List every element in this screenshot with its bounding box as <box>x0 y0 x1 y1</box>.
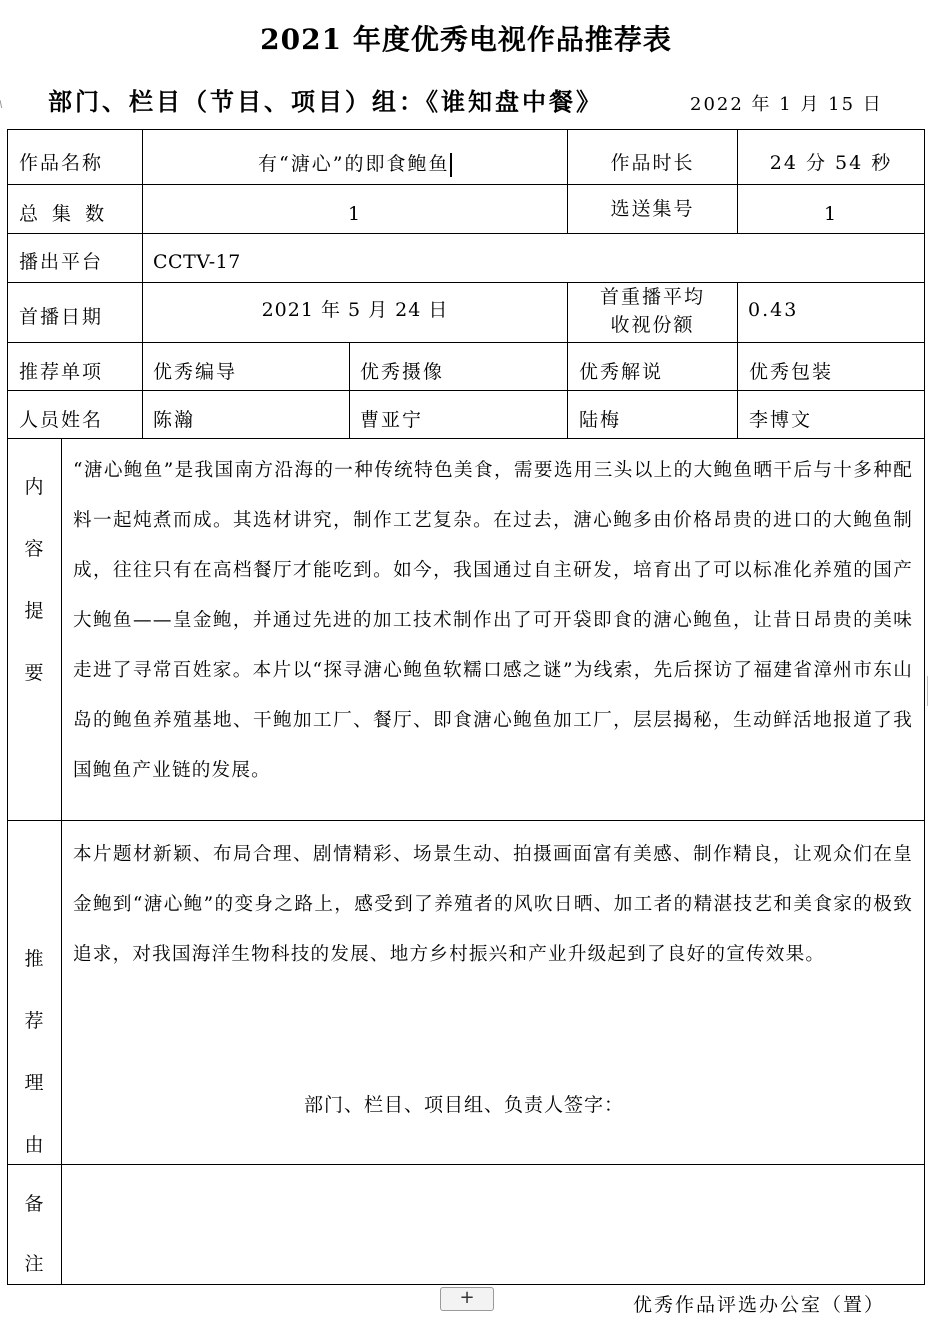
person-name: 曹亚宁 <box>360 409 424 431</box>
selected-episode-value: 1 <box>823 203 839 225</box>
award-item: 优秀编导 <box>153 361 238 383</box>
reason-label-char: 荐 <box>24 1010 44 1032</box>
reason-label-char: 推 <box>24 948 44 970</box>
award-item: 优秀包装 <box>749 361 834 383</box>
award-item: 优秀解说 <box>579 361 664 383</box>
text-cursor <box>450 153 452 177</box>
selected-episode-label: 选送集号 <box>610 198 695 220</box>
rating-share-value: 0.43 <box>748 299 799 321</box>
work-name-label: 作品名称 <box>19 152 104 174</box>
platform-value: CCTV-17 <box>153 251 241 273</box>
remarks-label <box>14 1189 54 1309</box>
person-name: 李博文 <box>749 409 813 431</box>
remarks-field[interactable] <box>63 1166 923 1282</box>
remarks-label-char: 备 <box>24 1193 44 1215</box>
summary-label-char: 容 <box>24 538 44 560</box>
form-date: 2022 年 1 月 15 日 <box>690 94 883 115</box>
summary-label-char: 提 <box>24 600 44 622</box>
duration-label: 作品时长 <box>610 152 695 174</box>
remarks-label-char: 注 <box>24 1253 44 1275</box>
signature-line: 部门、栏目、项目组、负责人签字： <box>304 1094 625 1116</box>
reason-label <box>14 944 54 1192</box>
department-line: 部门、栏目（节目、项目）组：《谁知盘中餐》 <box>48 87 603 116</box>
corner-mark-icon <box>0 100 8 108</box>
add-button[interactable]: + <box>440 1287 494 1311</box>
reason-text: 本片题材新颖、布局合理、剧情精彩、场景生动、拍摄画面富有美感、制作精良，让观众们在皇金鲍到“溏心鲍”的变身之路上，感受到了养殖者的风吹日晒、加工者的精湛技艺和美食家的极致追求，对我国海洋生物科技的发展、地方乡村振兴和产业升级起到了良好的宣传效果。 <box>73 844 913 965</box>
episodes-label: 总 集 数 <box>19 203 109 225</box>
reason-label-char: 理 <box>24 1072 44 1094</box>
awards-label: 推荐单项 <box>19 361 104 383</box>
summary-label-char: 内 <box>24 476 44 498</box>
platform-label: 播出平台 <box>19 251 104 273</box>
rating-share-label-line2: 收视份额 <box>610 314 695 336</box>
premiere-label: 首播日期 <box>19 306 104 328</box>
summary-label-char: 要 <box>24 662 44 684</box>
scrollbar[interactable] <box>927 676 932 706</box>
recommendation-table <box>7 129 925 1284</box>
work-name-field[interactable] <box>143 153 567 177</box>
duration-value: 24 分 54 秒 <box>769 152 893 174</box>
episodes-value: 1 <box>347 203 363 225</box>
premiere-value: 2021 年 5 月 24 日 <box>261 299 449 321</box>
summary-label <box>14 472 54 720</box>
person-name: 陆梅 <box>579 409 622 431</box>
rating-share-label-line1: 首重播平均 <box>599 286 705 308</box>
reason-label-char: 由 <box>24 1134 44 1156</box>
page-title: 2021 年度优秀电视作品推荐表 <box>260 23 672 56</box>
summary-text: “溏心鲍鱼”是我国南方沿海的一种传统特色美食，需要选用三头以上的大鲍鱼晒干后与十多种配料一起炖煮而成。其选材讲究，制作工艺复杂。在过去，溏心鲍多由价格昂贵的进口的大鲍鱼制成，往往只有在高档餐厅才能吃到。如今，我国通过自主研发，培育出了可以标准化养殖的国产大鲍鱼——皇金鲍，并通过先进的加工技术制作出了可开袋即食的溏心鲍鱼，让昔日昂贵的美味走进了寻常百姓家。本片以“探寻溏心鲍鱼软糯口感之谜”为线索，先后探访了福建省漳州市东山岛的鲍鱼养殖基地、干鲍加工厂、餐厅、即食溏心鲍鱼加工厂，层层揭秘，生动鲜活地报道了我国鲍鱼产业链的发展。 <box>73 460 913 781</box>
person-name: 陈瀚 <box>153 409 196 431</box>
award-item: 优秀摄像 <box>360 361 445 383</box>
footer-office: 优秀作品评选办公室（置） <box>633 1294 886 1316</box>
work-name-value: 有“溏心”的即食鲍鱼 <box>258 153 450 175</box>
names-label: 人员姓名 <box>19 409 104 431</box>
